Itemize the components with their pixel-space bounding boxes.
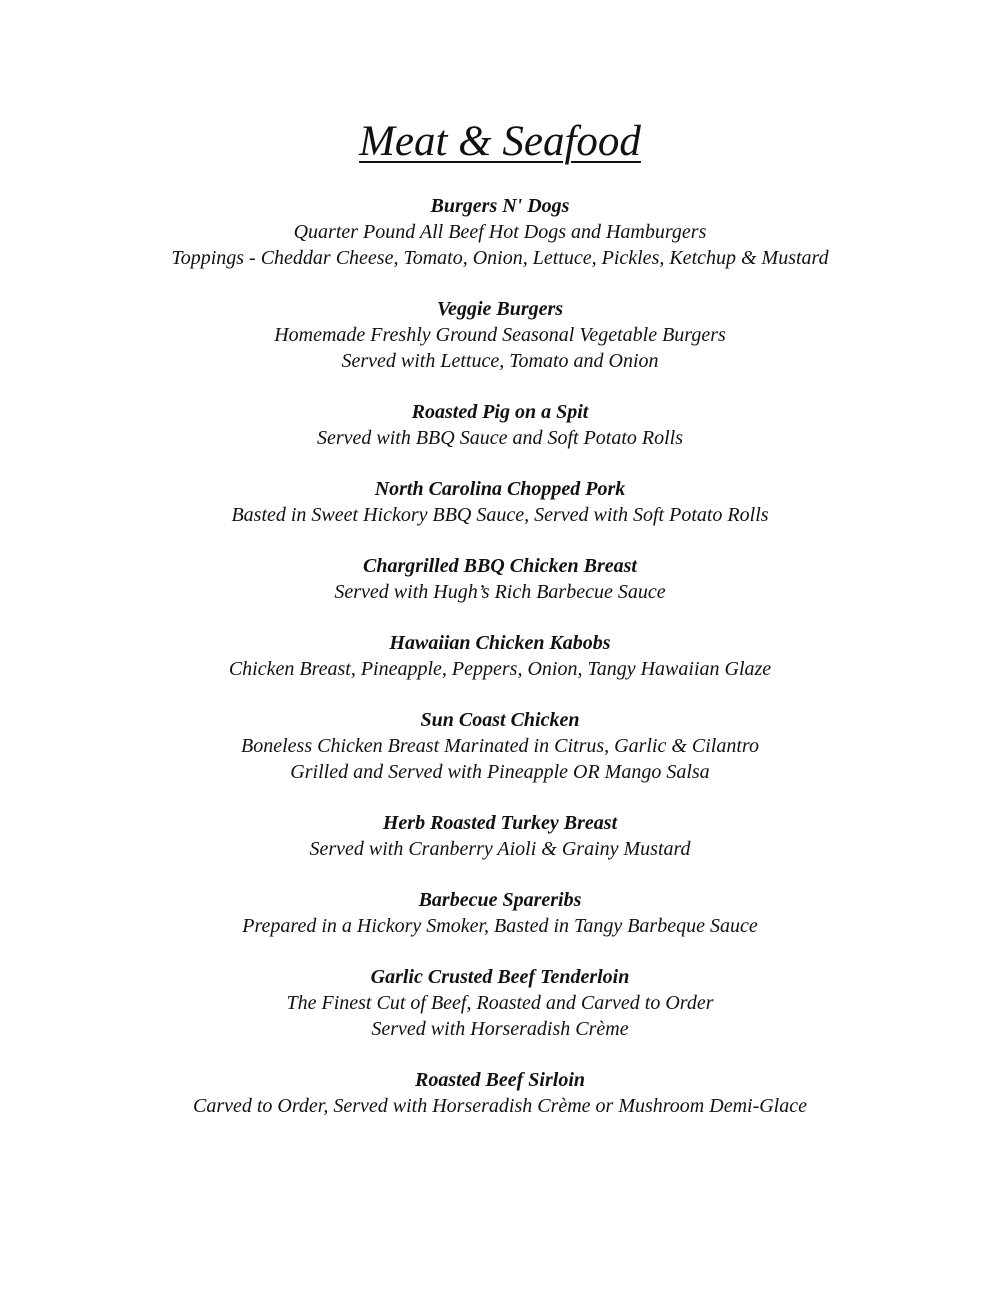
menu-item-description: The Finest Cut of Beef, Roasted and Carved to Order: [286, 992, 714, 1014]
menu-item: [0, 553, 1000, 605]
menu-item-description: Served with Lettuce, Tomato and Onion: [341, 350, 659, 372]
menu-item-description: Served with Hugh’s Rich Barbecue Sauce: [334, 581, 666, 603]
menu-item: [0, 887, 1000, 939]
menu-item-list: [0, 193, 1000, 1144]
page-title: Meat & Seafood: [359, 118, 641, 165]
menu-item: [0, 476, 1000, 528]
menu-item-description: Served with Horseradish Crème: [371, 1018, 629, 1040]
menu-item: [0, 1067, 1000, 1119]
menu-item: [0, 964, 1000, 1042]
menu-item-name: North Carolina Chopped Pork: [374, 478, 626, 500]
menu-item-description: Quarter Pound All Beef Hot Dogs and Hamburgers: [293, 221, 707, 243]
menu-item-description: Grilled and Served with Pineapple OR Mango Salsa: [290, 761, 710, 783]
menu-item-description: Prepared in a Hickory Smoker, Basted in Tangy Barbeque Sauce: [242, 915, 758, 937]
menu-item-name: Burgers N' Dogs: [430, 195, 570, 217]
menu-item: [0, 707, 1000, 785]
menu-item-description: Chicken Breast, Pineapple, Peppers, Onion, Tangy Hawaiian Glaze: [228, 658, 772, 680]
menu-item-name: Veggie Burgers: [436, 298, 564, 320]
menu-item-name: Roasted Beef Sirloin: [414, 1069, 585, 1091]
menu-item-description: Served with Cranberry Aioli & Grainy Mustard: [309, 838, 691, 860]
menu-item-name: Sun Coast Chicken: [420, 709, 580, 731]
menu-item-description: Toppings - Cheddar Cheese, Tomato, Onion, Lettuce, Pickles, Ketchup & Mustard: [171, 247, 829, 269]
menu-item-name: Barbecue Spareribs: [418, 889, 582, 911]
menu-item-description: Carved to Order, Served with Horseradish Crème or Mushroom Demi-Glace: [192, 1095, 807, 1117]
menu-item: [0, 296, 1000, 374]
menu-item: [0, 399, 1000, 451]
menu-item: [0, 810, 1000, 862]
menu-item-name: Roasted Pig on a Spit: [411, 401, 589, 423]
menu-item-name: Chargrilled BBQ Chicken Breast: [363, 555, 637, 577]
menu-item: [0, 193, 1000, 271]
menu-item: [0, 630, 1000, 682]
menu-item-name: Garlic Crusted Beef Tenderloin: [370, 966, 630, 988]
menu-item-description: Basted in Sweet Hickory BBQ Sauce, Served with Soft Potato Rolls: [231, 504, 769, 526]
menu-item-description: Homemade Freshly Ground Seasonal Vegetable Burgers: [274, 324, 726, 346]
menu-item-name: Hawaiian Chicken Kabobs: [389, 632, 611, 654]
menu-item-name: Herb Roasted Turkey Breast: [382, 812, 618, 834]
menu-item-description: Served with BBQ Sauce and Soft Potato Rolls: [316, 427, 684, 449]
menu-item-description: Boneless Chicken Breast Marinated in Citrus, Garlic & Cilantro: [241, 735, 759, 757]
